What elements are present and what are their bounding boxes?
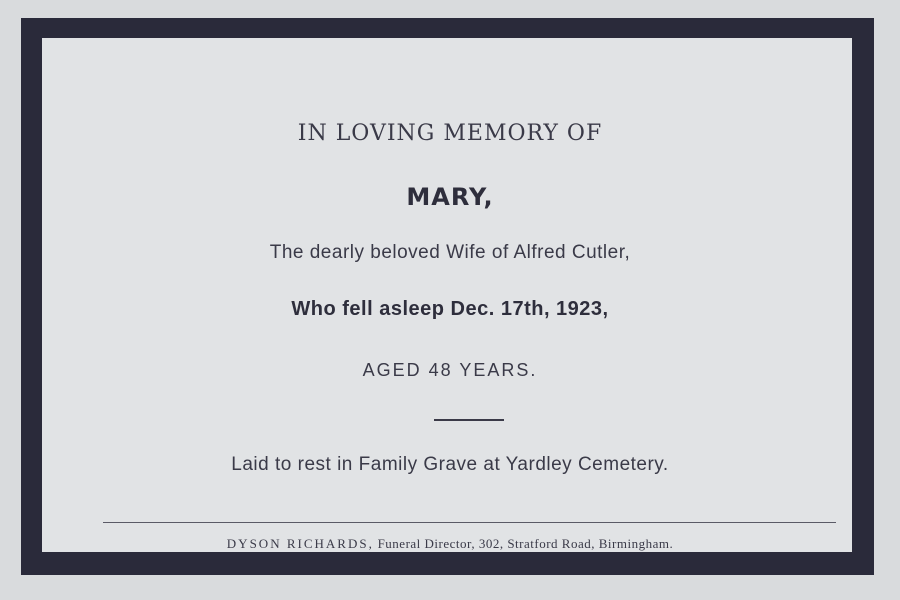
firm-name: DYSON RICHARDS, xyxy=(226,536,374,551)
funeral-director-footer xyxy=(0,536,900,552)
age-line: AGED 48 YEARS. xyxy=(362,360,538,380)
footer-rule xyxy=(103,522,836,523)
death-date-line: Who fell asleep Dec. 17th, 1923, xyxy=(291,298,609,320)
burial-line: Laid to rest in Family Grave at Yardley Cemetery. xyxy=(231,454,669,475)
divider-rule xyxy=(434,419,504,421)
deceased-name: MARY, xyxy=(406,183,494,211)
relation-line: The dearly beloved Wife of Alfred Cutler, xyxy=(269,242,631,263)
firm-details: Funeral Director, 302, Stratford Road, Birmingham. xyxy=(377,536,674,551)
memorial-heading: IN LOVING MEMORY OF xyxy=(297,121,603,146)
